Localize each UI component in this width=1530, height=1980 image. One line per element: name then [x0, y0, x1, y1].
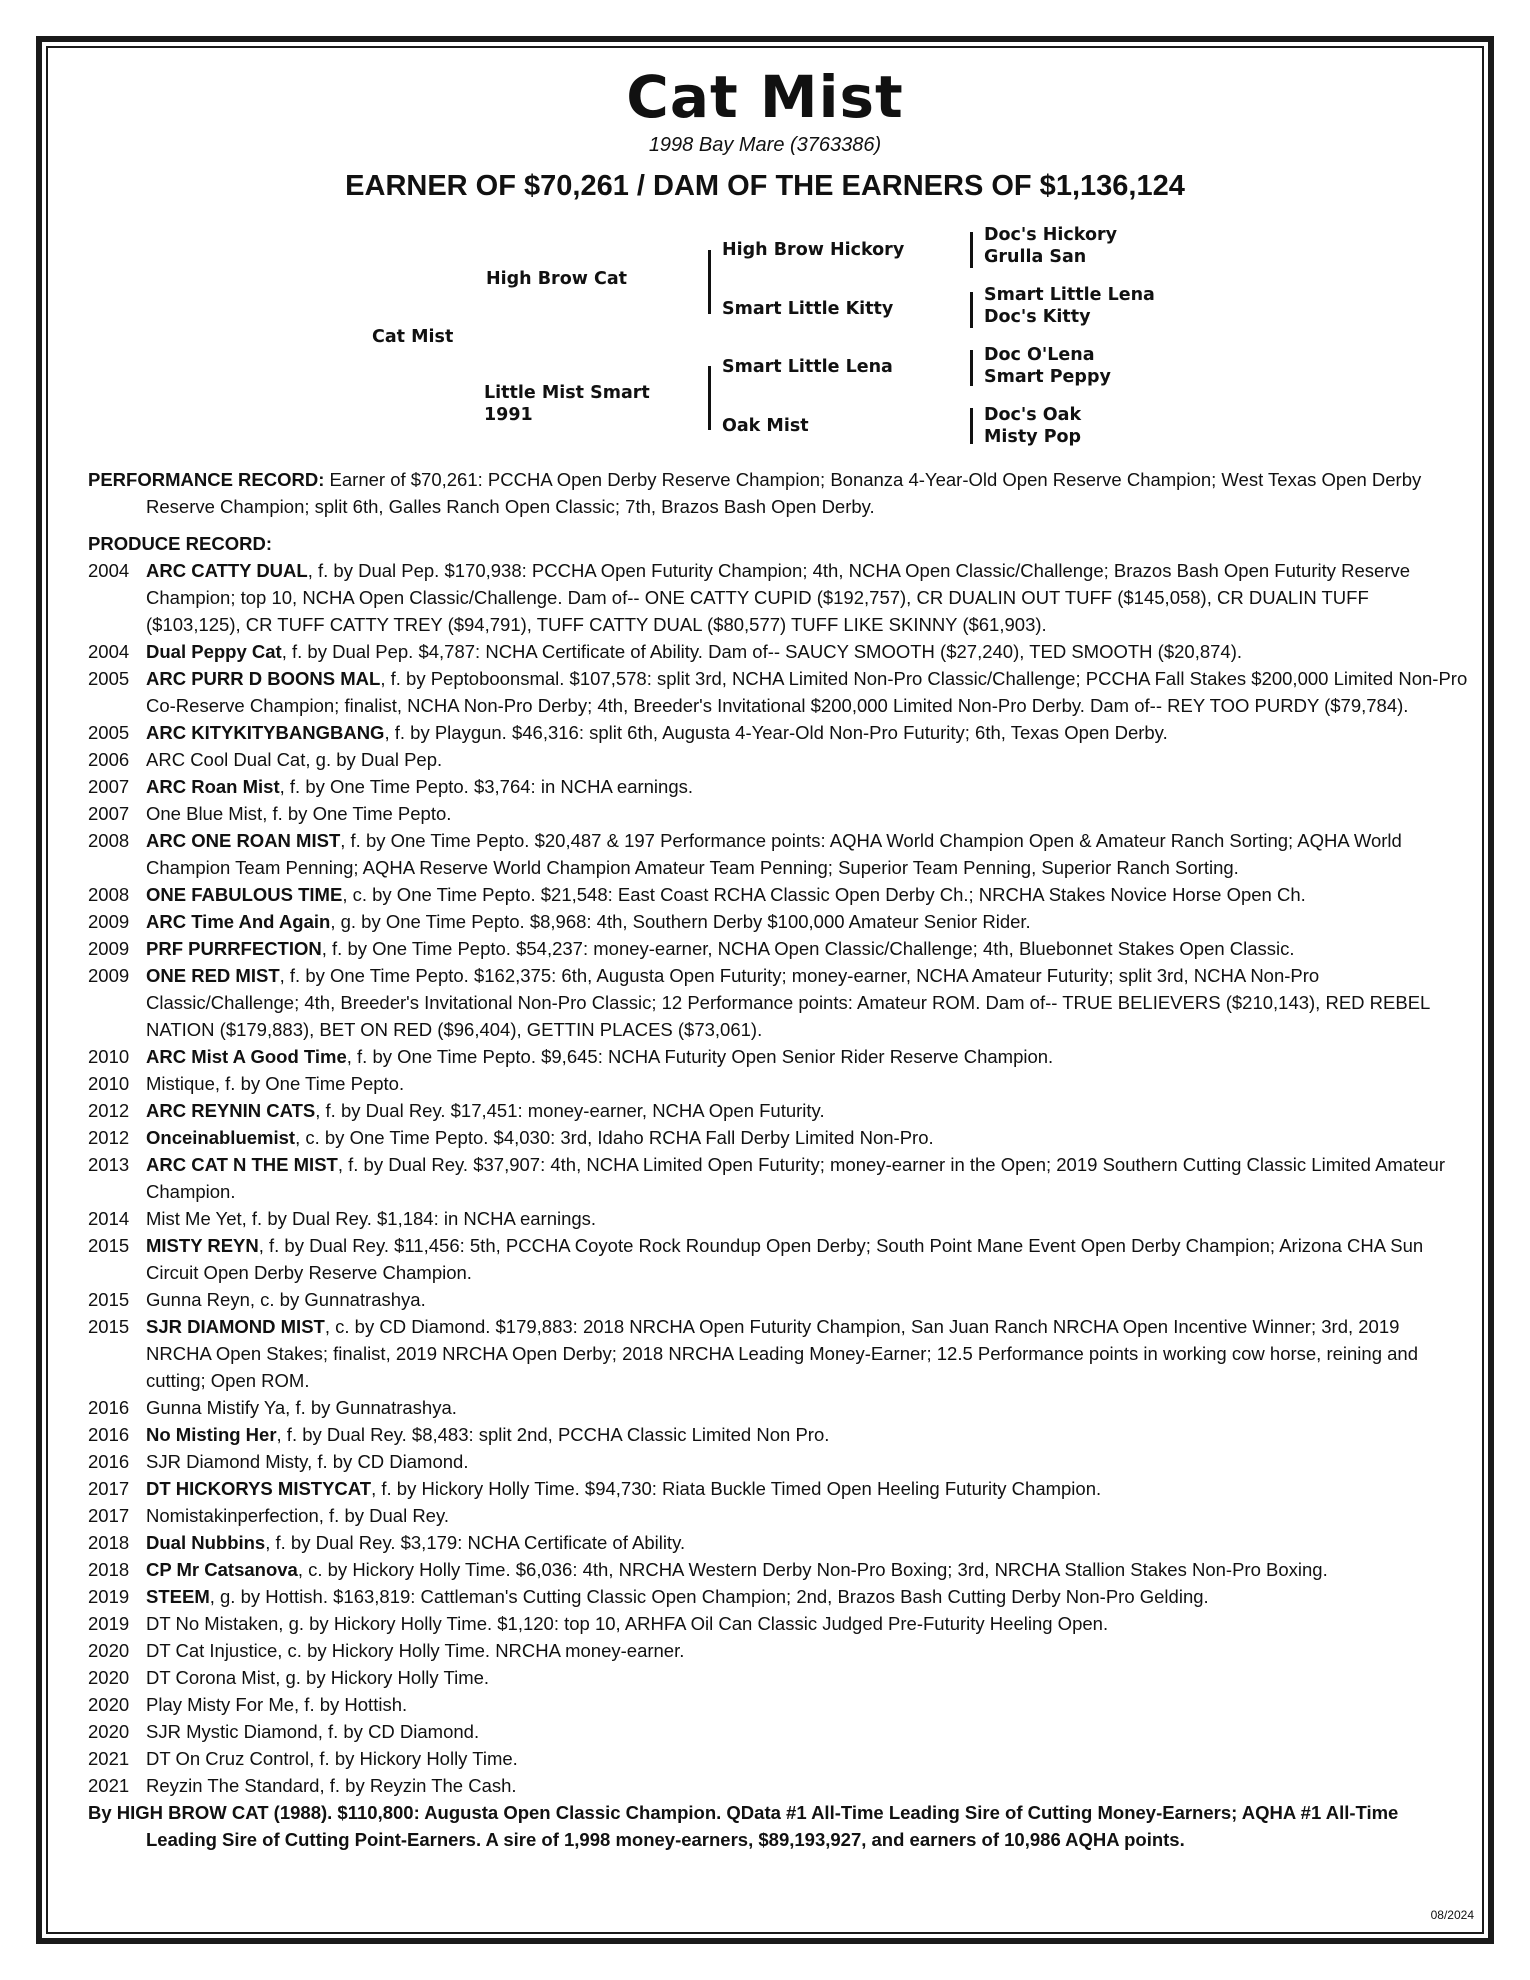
produce-details [146, 1529, 1468, 1556]
produce-details [146, 1448, 1468, 1475]
ggp-bracket-2 [970, 292, 973, 328]
produce-name: CP Mr Catsanova [146, 1559, 298, 1580]
produce-name: DT HICKORYS MISTYCAT [146, 1478, 372, 1499]
produce-details [146, 881, 1468, 908]
produce-year: 2015 [88, 1235, 130, 1256]
produce-name: ARC Mist A Good Time [146, 1046, 347, 1067]
produce-text: , g. by One Time Pepto. $8,968: 4th, Southern Derby $100,000 Amateur Senior Rider. [330, 911, 1031, 932]
pedigree-ggp: Smart Little Lena [984, 285, 1155, 305]
produce-details [146, 1745, 1468, 1772]
produce-entry [88, 746, 1468, 773]
produce-details [146, 665, 1468, 719]
produce-entry [88, 719, 1468, 746]
produce-details [146, 1691, 1468, 1718]
produce-entry [88, 773, 1468, 800]
produce-text: , c. by Hickory Holly Time. NRCHA money-earner. [277, 1640, 685, 1661]
produce-entry [88, 908, 1468, 935]
pedigree-sire-sire: High Brow Hickory [722, 240, 905, 260]
produce-text: , f. by Hottish. [294, 1694, 408, 1715]
produce-year: 2005 [88, 722, 130, 743]
ggp-bracket-4 [970, 408, 973, 444]
produce-name: Gunna Reyn [146, 1289, 250, 1310]
pedigree-dam: Little Mist Smart [484, 383, 650, 403]
produce-details [146, 1205, 1468, 1232]
produce-text: , f. by CD Diamond. [307, 1451, 469, 1472]
produce-entry [88, 1502, 1468, 1529]
produce-name: ARC PURR D BOONS MAL [146, 668, 381, 689]
produce-name: ONE FABULOUS TIME [146, 884, 343, 905]
produce-entry [88, 1448, 1468, 1475]
produce-details [146, 1637, 1468, 1664]
produce-details [146, 1286, 1468, 1313]
produce-text: , f. by Playgun. $46,316: split 6th, Augusta 4-Year-Old Non-Pro Futurity; 6th, Texas Open Derby. [384, 722, 1168, 743]
produce-text: , c. by Hickory Holly Time. $6,036: 4th, NRCHA Western Derby Non-Pro Boxing; 3rd, NRCHA Stallion Stakes Non-Pro Boxing. [297, 1559, 1328, 1580]
records-section [88, 466, 1468, 1853]
produce-text: , g. by Hickory Holly Time. [275, 1667, 490, 1688]
date-code: 08/2024 [1430, 1908, 1474, 1922]
produce-details [146, 773, 1468, 800]
produce-entry [88, 638, 1468, 665]
produce-year: 2005 [88, 668, 130, 689]
produce-year: 2020 [88, 1694, 130, 1715]
pedigree-ggp: Grulla San [984, 247, 1087, 267]
produce-year: 2009 [88, 965, 130, 986]
produce-entry [88, 1745, 1468, 1772]
horse-description: 1998 Bay Mare (3763386) [648, 134, 882, 156]
earnings-headline: EARNER OF $70,261 / DAM OF THE EARNERS OF $1,136,124 [345, 170, 1185, 202]
produce-details [146, 935, 1468, 962]
produce-details [146, 1475, 1468, 1502]
produce-entry [88, 665, 1468, 719]
performance-record [88, 466, 1468, 520]
pedigree-ggp: Doc's Oak [984, 405, 1082, 425]
produce-details [146, 638, 1468, 665]
produce-entry [88, 1691, 1468, 1718]
produce-name: Reyzin The Standard [146, 1775, 320, 1796]
produce-name: ARC Time And Again [146, 911, 331, 932]
produce-year: 2014 [88, 1208, 130, 1229]
produce-name: DT On Cruz Control [146, 1748, 310, 1769]
pedigree-dam-year: 1991 [484, 405, 533, 425]
sire-note: By HIGH BROW CAT (1988). $110,800: Augusta Open Classic Champion. QData #1 All-Time Leading Sire of Cutting Money-Earners; AQHA #1 All-Time Leading Sire of Cutting Point-Earners. A sire of 1,998 money-earners, $89,193,927, and earners of 10,986 AQHA points. [88, 1802, 1399, 1850]
produce-text: , f. by One Time Pepto. [262, 803, 452, 824]
produce-year: 2019 [88, 1613, 130, 1634]
produce-entry [88, 1556, 1468, 1583]
produce-text: , f. by Dual Rey. $1,184: in NCHA earnings. [241, 1208, 597, 1229]
produce-entry [88, 1583, 1468, 1610]
produce-name: SJR DIAMOND MIST [146, 1316, 325, 1337]
produce-text: , f. by Dual Rey. [318, 1505, 449, 1526]
produce-year: 2016 [88, 1451, 130, 1472]
produce-year: 2019 [88, 1586, 130, 1607]
produce-name: DT No Mistaken [146, 1613, 279, 1634]
produce-entry [88, 935, 1468, 962]
produce-name: PRF PURRFECTION [146, 938, 322, 959]
pedigree-subject: Cat Mist [372, 327, 454, 347]
produce-text: , f. by One Time Pepto. $162,375: 6th, Augusta Open Futurity; money-earner, NCHA Amateur Futurity; split 3rd, NCHA Non-Pro Classic/Challenge; 4th, Breeder's Invitational Non-Pro Classic; 12 Performance points: Amateur ROM. Dam of-- TRUE BELIEVERS ($210,143), RED REBEL NATION ($179,883), BET ON RED ($96,404), GETTIN PLACES ($73,061). [146, 965, 1430, 1040]
produce-entry [88, 1124, 1468, 1151]
produce-details [146, 1772, 1468, 1799]
produce-text: , f. by Dual Pep. $170,938: PCCHA Open Futurity Champion; 4th, NCHA Open Classic/Challenge; Brazos Bash Open Futurity Reserve Champion; top 10, NCHA Open Classic/Challenge. Dam of-- ONE CATTY CUPID ($192,757), CR DUALIN OUT TUFF ($145,058), CR DUALIN TUFF ($103,125), CR TUFF CATTY TREY ($94,791), TUFF CATTY DUAL ($80,577) TUFF LIKE SKINNY ($61,903). [146, 560, 1411, 635]
produce-name: ARC Roan Mist [146, 776, 280, 797]
page-title: Cat Mist [626, 63, 904, 131]
produce-details [146, 1124, 1468, 1151]
produce-text: , f. by One Time Pepto. [214, 1073, 405, 1094]
produce-name: MISTY REYN [146, 1235, 259, 1256]
produce-text: , c. by CD Diamond. $179,883: 2018 NRCHA Open Futurity Champion, San Juan Ranch NRCHA Open Incentive Winner; 3rd, 2019 NRCHA Open Stakes; finalist, 2019 NRCHA Open Derby; 2018 NRCHA Leading Money-Earner; 12.5 Performance points in working cow horse, reining and cutting; Open ROM. [146, 1316, 1419, 1391]
produce-year: 2010 [88, 1046, 130, 1067]
produce-year: 2009 [88, 938, 130, 959]
produce-text: , f. by Dual Rey. $17,451: money-earner, NCHA Open Futurity. [315, 1100, 825, 1121]
produce-details [146, 557, 1468, 638]
performance-text: Earner of $70,261: PCCHA Open Derby Reserve Champion; Bonanza 4-Year-Old Open Reserve Champion; West Texas Open Derby Reserve Champion; split 6th, Galles Ranch Open Classic; 7th, Brazos Bash Open Derby. [146, 469, 1422, 517]
produce-text: , f. by Peptoboonsmal. $107,578: split 3rd, NCHA Limited Non-Pro Classic/Challenge; PCCHA Fall Stakes $200,000 Limited Non-Pro Co-Reserve Champion; finalist, NCHA Non-Pro Derby; 4th, Breeder's Invitational $200,000 Limited Non-Pro Derby. Dam of-- REY TOO PURDY ($79,784). [146, 668, 1468, 716]
produce-name: Dual Peppy Cat [146, 641, 282, 662]
pedigree-ggp: Doc O'Lena [984, 345, 1095, 365]
produce-details [146, 1151, 1468, 1205]
produce-year: 2012 [88, 1127, 130, 1148]
produce-year: 2021 [88, 1775, 130, 1796]
produce-name: Onceinabluemist [146, 1127, 296, 1148]
produce-details [146, 962, 1468, 1043]
produce-entry [88, 827, 1468, 881]
produce-entry [88, 1394, 1468, 1421]
performance-label: PERFORMANCE RECORD: [88, 469, 325, 490]
produce-year: 2017 [88, 1505, 130, 1526]
produce-details [146, 1394, 1468, 1421]
produce-entry [88, 1205, 1468, 1232]
produce-year: 2009 [88, 911, 130, 932]
produce-entry [88, 1637, 1468, 1664]
produce-text: , f. by Hickory Holly Time. [309, 1748, 518, 1769]
produce-text: , f. by One Time Pepto. $20,487 & 197 Performance points: AQHA World Champion Open & Amateur Ranch Sorting; AQHA World Champion Team Penning; AQHA Reserve World Champion Amateur Team Penning; Superior Team Penning, Superior Ranch Sorting. [146, 830, 1402, 878]
produce-details [146, 1043, 1468, 1070]
produce-text: , g. by Hottish. $163,819: Cattleman's Cutting Classic Open Champion; 2nd, Brazos Bash Cutting Derby Non-Pro Gelding. [209, 1586, 1209, 1607]
produce-entry [88, 1421, 1468, 1448]
produce-entry [88, 1772, 1468, 1799]
produce-details [146, 1421, 1468, 1448]
produce-name: DT Corona Mist [146, 1667, 276, 1688]
produce-text: , f. by Dual Rey. $37,907: 4th, NCHA Limited Open Futurity; money-earner in the Open; 2019 Southern Cutting Classic Limited Amateur Champion. [146, 1154, 1445, 1202]
produce-details [146, 1502, 1468, 1529]
produce-year: 2016 [88, 1424, 130, 1445]
produce-text: , c. by One Time Pepto. $21,548: East Coast RCHA Classic Open Derby Ch.; NRCHA Stakes Novice Horse Open Ch. [342, 884, 1306, 905]
produce-list [88, 557, 1468, 1799]
produce-text: , c. by One Time Pepto. $4,030: 3rd, Idaho RCHA Fall Derby Limited Non-Pro. [295, 1127, 934, 1148]
produce-name: SJR Mystic Diamond [146, 1721, 318, 1742]
pedigree-dam-dam: Oak Mist [722, 416, 809, 436]
produce-details [146, 1664, 1468, 1691]
ggp-bracket-1 [970, 232, 973, 268]
produce-name: Mistique [146, 1073, 215, 1094]
produce-details [146, 1610, 1468, 1637]
produce-year: 2015 [88, 1289, 130, 1310]
ggp-bracket-3 [970, 350, 973, 386]
dam-bracket [708, 366, 711, 430]
produce-year: 2018 [88, 1532, 130, 1553]
produce-year: 2017 [88, 1478, 130, 1499]
produce-name: SJR Diamond Misty [146, 1451, 308, 1472]
produce-details [146, 1313, 1468, 1394]
produce-text: , f. by CD Diamond. [317, 1721, 480, 1742]
produce-text: , f. by Reyzin The Cash. [319, 1775, 517, 1796]
produce-name: Nomistakinperfection [146, 1505, 319, 1526]
produce-label: PRODUCE RECORD: [88, 533, 272, 554]
produce-name: ARC CAT N THE MIST [146, 1154, 338, 1175]
produce-details [146, 1232, 1468, 1286]
produce-text: , f. by Dual Rey. $11,456: 5th, PCCHA Coyote Rock Roundup Open Derby; South Point Mane Event Open Derby Champion; Arizona CHA Sun Circuit Open Derby Reserve Champion. [146, 1235, 1424, 1283]
produce-year: 2008 [88, 830, 130, 851]
produce-entry [88, 1529, 1468, 1556]
produce-entry [88, 1664, 1468, 1691]
produce-details [146, 746, 1468, 773]
produce-name: ARC CATTY DUAL [146, 560, 308, 581]
produce-entry [88, 1313, 1468, 1394]
produce-year: 2004 [88, 641, 130, 662]
produce-year: 2008 [88, 884, 130, 905]
produce-text: , f. by One Time Pepto. $54,237: money-earner, NCHA Open Classic/Challenge; 4th, Bluebonnet Stakes Open Classic. [321, 938, 1295, 959]
produce-details [146, 1556, 1468, 1583]
produce-text: , f. by Dual Rey. $8,483: split 2nd, PCCHA Classic Limited Non Pro. [276, 1424, 830, 1445]
produce-text: , f. by Dual Rey. $3,179: NCHA Certificate of Ability. [265, 1532, 686, 1553]
produce-name: ARC REYNIN CATS [146, 1100, 316, 1121]
produce-year: 2010 [88, 1073, 130, 1094]
produce-text: , f. by Hickory Holly Time. $94,730: Riata Buckle Timed Open Heeling Futurity Champion. [371, 1478, 1102, 1499]
produce-name: Gunna Mistify Ya [146, 1397, 286, 1418]
produce-year: 2015 [88, 1316, 130, 1337]
produce-details [146, 1718, 1468, 1745]
produce-name: Dual Nubbins [146, 1532, 266, 1553]
produce-details [146, 1070, 1468, 1097]
pedigree-ggp: Doc's Hickory [984, 225, 1118, 245]
pedigree-dam-sire: Smart Little Lena [722, 357, 893, 377]
produce-name: STEEM [146, 1586, 210, 1607]
produce-details [146, 1583, 1468, 1610]
produce-year: 2007 [88, 803, 130, 824]
produce-name: One Blue Mist [146, 803, 263, 824]
produce-name: ARC ONE ROAN MIST [146, 830, 341, 851]
produce-year: 2016 [88, 1397, 130, 1418]
produce-entry [88, 1286, 1468, 1313]
produce-text: , f. by Gunnatrashya. [285, 1397, 457, 1418]
produce-text: , f. by One Time Pepto. $9,645: NCHA Futurity Open Senior Rider Reserve Champion. [346, 1046, 1054, 1067]
pedigree-sire: High Brow Cat [486, 269, 627, 289]
produce-year: 2020 [88, 1640, 130, 1661]
produce-entry [88, 1097, 1468, 1124]
produce-entry [88, 1475, 1468, 1502]
produce-name: Mist Me Yet [146, 1208, 242, 1229]
produce-year: 2007 [88, 776, 130, 797]
produce-text: , f. by One Time Pepto. $3,764: in NCHA earnings. [279, 776, 694, 797]
produce-entry [88, 557, 1468, 638]
produce-entry [88, 1232, 1468, 1286]
produce-text: , c. by Gunnatrashya. [249, 1289, 426, 1310]
sire-bracket [708, 250, 711, 314]
produce-year: 2020 [88, 1721, 130, 1742]
produce-name: DT Cat Injustice [146, 1640, 278, 1661]
produce-year: 2013 [88, 1154, 130, 1175]
produce-entry [88, 881, 1468, 908]
produce-entry [88, 1043, 1468, 1070]
produce-details [146, 908, 1468, 935]
pedigree-ggp: Smart Peppy [984, 367, 1111, 387]
produce-name: ONE RED MIST [146, 965, 280, 986]
pedigree-ggp: Misty Pop [984, 427, 1082, 447]
produce-entry [88, 1718, 1468, 1745]
produce-name: Play Misty For Me [146, 1694, 295, 1715]
produce-entry [88, 800, 1468, 827]
produce-year: 2018 [88, 1559, 130, 1580]
produce-name: ARC Cool Dual Cat [146, 749, 306, 770]
produce-year: 2020 [88, 1667, 130, 1688]
pedigree-sire-dam: Smart Little Kitty [722, 299, 894, 319]
produce-year: 2004 [88, 560, 130, 581]
produce-text: , g. by Dual Pep. [305, 749, 443, 770]
produce-text: , f. by Dual Pep. $4,787: NCHA Certificate of Ability. Dam of-- SAUCY SMOOTH ($27,240), TED SMOOTH ($20,874). [281, 641, 1242, 662]
produce-details [146, 1097, 1468, 1124]
pedigree-ggp: Doc's Kitty [984, 307, 1091, 327]
produce-details [146, 827, 1468, 881]
produce-text: , g. by Hickory Holly Time. $1,120: top 10, ARHFA Oil Can Classic Judged Pre-Futurity Heeling Open. [278, 1613, 1109, 1634]
produce-entry [88, 1610, 1468, 1637]
produce-name: No Misting Her [146, 1424, 277, 1445]
produce-year: 2021 [88, 1748, 130, 1769]
produce-details [146, 719, 1468, 746]
produce-entry [88, 1151, 1468, 1205]
produce-details [146, 800, 1468, 827]
produce-entry [88, 1070, 1468, 1097]
produce-name: ARC KITYKITYBANGBANG [146, 722, 385, 743]
produce-entry [88, 962, 1468, 1043]
produce-year: 2012 [88, 1100, 130, 1121]
produce-year: 2006 [88, 749, 130, 770]
